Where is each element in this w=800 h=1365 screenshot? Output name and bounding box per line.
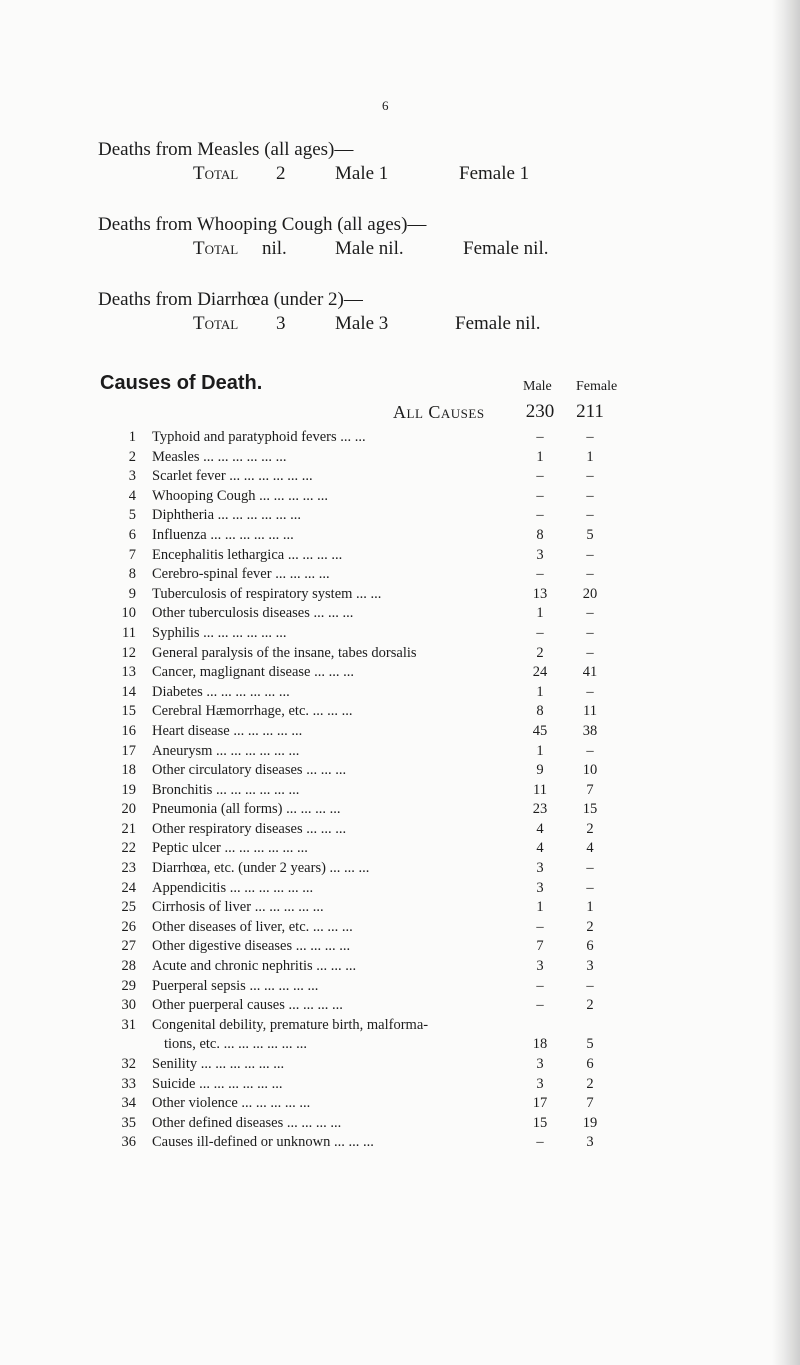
table-row (0, 761, 800, 781)
cause-label (152, 663, 552, 683)
cause-label (152, 428, 552, 448)
cause-label-line: Measles ... ... ... ... ... ... (152, 448, 287, 465)
female-count: 11 (583, 703, 597, 720)
measles-female: Female 1 (459, 163, 530, 184)
row-number: 12 (121, 644, 136, 661)
male-count: 24 (532, 664, 548, 681)
cause-label-line: Acute and chronic nephritis ... ... ... (152, 958, 357, 975)
cause-label (152, 624, 552, 644)
whooping-cough-heading: Deaths from Whooping Cough (all ages)— (98, 214, 427, 235)
row-number: 29 (121, 977, 136, 994)
measles-male: Male 1 (335, 163, 389, 184)
diarrhoea-female: Female nil. (455, 313, 541, 334)
cause-label-continuation: tions, etc. ... ... ... ... ... ... (164, 1036, 307, 1053)
female-count: 3 (586, 1134, 594, 1151)
cause-label (152, 487, 552, 507)
table-row (0, 624, 800, 644)
row-number: 10 (121, 605, 136, 622)
cause-label-line: Other diseases of liver, etc. ... ... ... (152, 918, 353, 935)
table-row (0, 683, 800, 703)
row-number: 14 (121, 683, 136, 700)
table-row (0, 937, 800, 957)
table-row (0, 1016, 800, 1055)
diarrhoea-total-label: Total (193, 313, 239, 334)
female-count: 3 (586, 958, 594, 975)
female-count: – (586, 624, 594, 641)
measles-totals (0, 163, 800, 187)
row-number: 5 (128, 507, 136, 524)
male-count: 9 (536, 762, 544, 779)
cause-label-line: General paralysis of the insane, tabes dorsalis (152, 644, 417, 661)
cause-label (152, 565, 552, 585)
row-number: 27 (121, 938, 136, 955)
female-count: 1 (586, 448, 594, 465)
row-number: 34 (121, 1095, 136, 1112)
female-count: 6 (586, 938, 594, 955)
cause-label (152, 546, 552, 566)
male-count: 23 (532, 801, 548, 818)
female-count: 7 (586, 781, 594, 798)
female-count: 10 (582, 762, 598, 779)
row-number: 15 (121, 703, 136, 720)
cause-label-line: Other respiratory diseases ... ... ... (152, 820, 347, 837)
cause-label-line: Other digestive diseases ... ... ... ... (152, 938, 351, 955)
cause-label-line: Puerperal sepsis ... ... ... ... ... (152, 977, 319, 994)
row-number: 28 (121, 958, 136, 975)
table-row (0, 663, 800, 683)
cause-label-line: Scarlet fever ... ... ... ... ... ... (152, 468, 313, 485)
female-count: 2 (586, 997, 594, 1014)
male-count: 1 (536, 683, 544, 700)
cause-label-line: Other violence ... ... ... ... ... (152, 1095, 311, 1112)
row-number: 20 (121, 801, 136, 818)
male-count: 1 (536, 742, 544, 759)
female-count: 38 (582, 722, 598, 739)
row-number: 8 (128, 566, 136, 583)
female-count: 2 (586, 918, 594, 935)
table-row (0, 996, 800, 1016)
table-row (0, 604, 800, 624)
male-count: 1 (536, 899, 544, 916)
whooping-cough-total-value: nil. (262, 238, 287, 259)
table-row (0, 526, 800, 546)
female-column-header: Female (576, 379, 618, 394)
row-number: 6 (128, 526, 136, 543)
table-row (0, 506, 800, 526)
female-count: 4 (586, 840, 594, 857)
male-count: 15 (532, 1114, 548, 1131)
cause-label-line: Syphilis ... ... ... ... ... ... (152, 624, 287, 641)
row-number: 16 (121, 722, 136, 739)
table-row (0, 957, 800, 977)
row-number: 31 (121, 1016, 136, 1033)
cause-label (152, 1133, 552, 1153)
table-row (0, 918, 800, 938)
cause-label-line: Cerebro-spinal fever ... ... ... ... (152, 566, 330, 583)
row-number: 1 (128, 429, 136, 445)
male-count: – (536, 997, 544, 1014)
cause-label (152, 506, 552, 526)
cause-label (152, 898, 552, 918)
female-count: – (586, 683, 594, 700)
cause-label-line: Influenza ... ... ... ... ... ... (152, 526, 294, 543)
table-row (0, 879, 800, 899)
cause-label-line: Heart disease ... ... ... ... ... (152, 722, 303, 739)
cause-label (152, 1094, 552, 1114)
female-count: – (586, 546, 594, 563)
male-column-header: Male (523, 379, 552, 394)
table-row (0, 546, 800, 566)
cause-label-line: Cerebral Hæmorrhage, etc. ... ... ... (152, 703, 353, 720)
all-causes-label: All Causes (393, 402, 485, 422)
cause-label-line: Encephalitis lethargica ... ... ... ... (152, 546, 343, 563)
cause-label (152, 644, 552, 664)
cause-label-line: Congenital debility, premature birth, malforma- (152, 1016, 429, 1033)
male-count: 2 (536, 644, 544, 661)
cause-label (152, 800, 552, 820)
table-row (0, 800, 800, 820)
female-count: – (586, 742, 594, 759)
table-row (0, 702, 800, 722)
table-row (0, 487, 800, 507)
cause-label-line: Causes ill-defined or unknown ... ... ... (152, 1134, 374, 1151)
female-count: 6 (586, 1056, 594, 1072)
cause-label (152, 585, 552, 605)
male-count: – (536, 977, 544, 994)
male-count: – (536, 1134, 544, 1151)
female-count: – (586, 644, 594, 661)
male-count: – (536, 566, 544, 583)
row-number: 11 (122, 624, 136, 641)
cause-label-line: Typhoid and paratyphoid fevers ... ... (152, 429, 366, 445)
diarrhoea-total-value: 3 (276, 313, 286, 334)
row-number: 21 (121, 820, 136, 837)
cause-label (152, 957, 552, 977)
female-count: 7 (586, 1095, 594, 1112)
cause-label (152, 1075, 552, 1095)
cause-label (152, 683, 552, 703)
row-number: 23 (121, 860, 136, 877)
table-row (0, 977, 800, 997)
row-number: 7 (128, 546, 136, 563)
cause-label-line: Diphtheria ... ... ... ... ... ... (152, 507, 302, 524)
row-number: 3 (128, 468, 136, 485)
cause-label-line: Peptic ulcer ... ... ... ... ... ... (152, 840, 308, 857)
cause-label (152, 1055, 552, 1075)
row-number: 9 (128, 585, 136, 602)
male-count: 3 (536, 546, 544, 563)
all-causes-female: 211 (576, 401, 604, 422)
cause-label-line: Aneurysm ... ... ... ... ... ... (152, 742, 300, 759)
table-row (0, 722, 800, 742)
cause-label (152, 937, 552, 957)
cause-label (152, 702, 552, 722)
row-number: 26 (121, 918, 136, 935)
female-count: 2 (586, 820, 594, 837)
cause-label-line: Other tuberculosis diseases ... ... ... (152, 605, 354, 622)
cause-label (152, 839, 552, 859)
table-row (0, 859, 800, 879)
male-count: – (536, 487, 544, 504)
male-count: – (536, 918, 544, 935)
cause-label (152, 722, 552, 742)
all-causes-male: 230 (525, 401, 555, 422)
cause-label (152, 781, 552, 801)
cause-label-line: Diarrhœa, etc. (under 2 years) ... ... ... (152, 860, 370, 877)
cause-label-line: Cancer, maglignant disease ... ... ... (152, 664, 354, 681)
male-count: 11 (533, 781, 547, 798)
female-count: 5 (586, 1036, 594, 1053)
cause-label-line: Other puerperal causes ... ... ... ... (152, 997, 343, 1014)
measles-heading: Deaths from Measles (all ages)— (98, 139, 354, 160)
male-count: 18 (532, 1036, 548, 1053)
male-count: 8 (536, 703, 544, 720)
whooping-cough-male: Male nil. (335, 238, 404, 259)
page-number: 6 (382, 98, 389, 113)
female-count: 41 (582, 664, 598, 681)
cause-label (152, 879, 552, 899)
table-row (0, 467, 800, 487)
cause-label-line: Appendicitis ... ... ... ... ... ... (152, 879, 314, 896)
male-count: 1 (536, 448, 544, 465)
whooping-cough-totals (0, 238, 800, 262)
row-number: 30 (121, 997, 136, 1014)
female-count: 1 (586, 899, 594, 916)
male-count: 8 (536, 526, 544, 543)
table-row (0, 1114, 800, 1134)
row-number: 24 (121, 879, 136, 896)
row-number: 33 (121, 1075, 136, 1092)
table-row (0, 644, 800, 664)
measles-total-value: 2 (276, 163, 286, 184)
male-count: – (536, 468, 544, 485)
cause-label-line: Other defined diseases ... ... ... ... (152, 1114, 342, 1131)
female-count: – (586, 860, 594, 877)
male-count: – (536, 429, 544, 445)
male-count: – (536, 624, 544, 641)
cause-label (152, 859, 552, 879)
male-count: 3 (536, 1075, 544, 1092)
female-count: – (586, 429, 594, 445)
cause-label-line: Diabetes ... ... ... ... ... ... (152, 683, 290, 700)
diarrhoea-male: Male 3 (335, 313, 389, 334)
cause-label-line: Cirrhosis of liver ... ... ... ... ... (152, 899, 324, 916)
causes-of-death-table (0, 428, 800, 1153)
male-count: 4 (536, 840, 544, 857)
row-number: 13 (121, 664, 136, 681)
table-row (0, 565, 800, 585)
female-count: – (586, 879, 594, 896)
female-count: – (586, 468, 594, 485)
table-row (0, 1075, 800, 1095)
diarrhoea-totals (0, 313, 800, 337)
row-number: 2 (128, 448, 136, 465)
cause-label (152, 467, 552, 487)
table-row (0, 839, 800, 859)
male-count: 17 (532, 1095, 548, 1112)
table-row (0, 1055, 800, 1075)
diarrhoea-heading: Deaths from Diarrhœa (under 2)— (98, 289, 363, 310)
male-count: 13 (532, 585, 548, 602)
male-count: 1 (536, 605, 544, 622)
row-number: 35 (121, 1114, 136, 1131)
table-row (0, 820, 800, 840)
cause-label (152, 604, 552, 624)
female-count: – (586, 487, 594, 504)
table-row (0, 781, 800, 801)
cause-label (152, 1016, 552, 1055)
female-count: 15 (582, 801, 598, 818)
row-number: 19 (121, 781, 136, 798)
cause-label (152, 996, 552, 1016)
row-number: 22 (121, 840, 136, 857)
male-count: 4 (536, 820, 544, 837)
table-row (0, 448, 800, 468)
row-number: 18 (121, 762, 136, 779)
male-count: 3 (536, 860, 544, 877)
whooping-cough-female: Female nil. (463, 238, 549, 259)
table-row (0, 742, 800, 762)
male-count: 7 (536, 938, 544, 955)
female-count: 5 (586, 526, 594, 543)
cause-label-line: Whooping Cough ... ... ... ... ... (152, 487, 329, 504)
cause-label-line: Bronchitis ... ... ... ... ... ... (152, 781, 300, 798)
cause-label (152, 820, 552, 840)
cause-label (152, 1114, 552, 1134)
female-count: 2 (586, 1075, 594, 1092)
cause-label (152, 742, 552, 762)
row-number: 25 (121, 899, 136, 916)
male-count: 45 (532, 722, 548, 739)
causes-of-death-title: Causes of Death. (100, 372, 263, 394)
cause-label-line: Suicide ... ... ... ... ... ... (152, 1075, 283, 1092)
row-number: 17 (121, 742, 136, 759)
female-count: – (586, 977, 594, 994)
measles-total-label: Total (193, 163, 239, 184)
table-row (0, 585, 800, 605)
cause-label-line: Other circulatory diseases ... ... ... (152, 762, 347, 779)
cause-label (152, 918, 552, 938)
male-count: 3 (536, 958, 544, 975)
female-count: – (586, 566, 594, 583)
row-number: 36 (121, 1134, 136, 1151)
table-row (0, 428, 800, 448)
row-number: 32 (121, 1056, 136, 1072)
table-row (0, 1133, 800, 1153)
male-count: 3 (536, 1056, 544, 1072)
male-count: 3 (536, 879, 544, 896)
row-number: 4 (128, 487, 136, 504)
whooping-cough-total-label: Total (193, 238, 239, 259)
cause-label (152, 761, 552, 781)
cause-label-line: Senility ... ... ... ... ... ... (152, 1056, 285, 1072)
cause-label-line: Pneumonia (all forms) ... ... ... ... (152, 801, 341, 818)
cause-label-line: Tuberculosis of respiratory system ... ... (152, 585, 382, 602)
female-count: 19 (582, 1114, 598, 1131)
cause-label (152, 526, 552, 546)
table-row (0, 898, 800, 918)
cause-label (152, 977, 552, 997)
female-count: – (586, 605, 594, 622)
table-row (0, 1094, 800, 1114)
male-count: – (536, 507, 544, 524)
cause-label (152, 448, 552, 468)
female-count: – (586, 507, 594, 524)
female-count: 20 (582, 585, 598, 602)
